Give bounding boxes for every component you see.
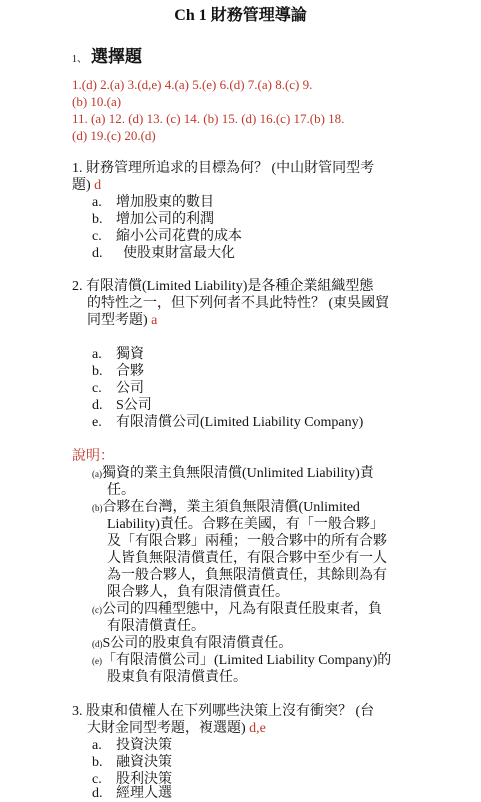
option-label: d. [92, 398, 103, 413]
section-heading [72, 42, 142, 67]
option-text: 增加股東的數目 [116, 195, 214, 210]
option-label: b. [92, 364, 103, 379]
q2-option-e [92, 414, 363, 431]
question-3-line: 3. 股東和債權人在下列哪些決策上沒有衝突？ (台 [72, 704, 375, 719]
explanation-text: 合夥在台灣，業主須負無限清償(Unlimited [102, 500, 360, 515]
explanation-marker: (e) [92, 656, 102, 666]
option-text: 增加公司的利潤 [116, 212, 214, 227]
explanation-text: 獨資的業主負無限清償(Unlimited Liability)責 [102, 466, 374, 481]
explanation-marker: (a) [92, 469, 102, 479]
explanation-marker: (b) [92, 503, 103, 513]
q3-option-d [92, 785, 172, 802]
option-text: 公司 [116, 381, 144, 396]
question-2-answer: a [151, 313, 158, 328]
explanation-text: 「有限清償公司」(Limited Liability Company)的 [102, 653, 392, 668]
explanation-e-cont: 股東負有限清償責任。 [107, 670, 247, 685]
question-2-text: 同型考題) [87, 313, 148, 328]
section-title: 選擇題 [91, 47, 142, 66]
question-3-text: 大財金同型考題，複選題) [87, 721, 246, 736]
explanation-c [92, 601, 382, 619]
option-text: 投資決策 [116, 738, 172, 753]
option-label: e. [92, 415, 102, 430]
q2-option-a [92, 346, 144, 363]
q1-option-c [92, 228, 242, 245]
option-label: c. [92, 381, 102, 396]
q3-option-b [92, 754, 172, 771]
explanation-c-cont: 有限清償責任。 [107, 619, 205, 634]
option-text: 有限清償公司(Limited Liability Company) [116, 415, 364, 430]
explanation-b [92, 499, 360, 517]
option-label: d. [92, 246, 103, 261]
option-label: c. [92, 229, 102, 244]
answer-key-line: 1.(d) 2.(a) 3.(d,e) 4.(a) 5.(e) 6.(d) 7.(a) 8.(c) 9. [72, 77, 313, 92]
question-2-line: 2. 有限清償(Limited Liability)是各種企業組織型態 [72, 279, 374, 294]
explanation-d [92, 635, 292, 653]
explanation-marker: (d) [92, 639, 103, 649]
answer-key-line: (d) 19.(c) 20.(d) [72, 128, 156, 143]
question-2-line-3 [87, 312, 157, 329]
explanation-text: S公司的股東負有限清償責任。 [102, 636, 293, 651]
explanation-b-cont: 及「有限合夥」兩種；一般合夥中的所有合夥 [107, 534, 387, 549]
question-3-answer: d,e [249, 721, 266, 736]
option-text: 合夥 [116, 364, 144, 379]
question-1-line: 1. 財務管理所追求的目標為何？ (中山財管同型考 [72, 161, 375, 176]
explanation-text: 公司的四種型態中，凡為有限責任股東者，負 [102, 602, 382, 617]
question-2-line: 的特性之一，但下列何者不具此特性？ (東吳國貿 [87, 296, 390, 311]
q2-option-b [92, 363, 144, 380]
explanation-e [92, 652, 391, 670]
option-label: c. [92, 772, 102, 787]
option-text: 股利決策 [116, 772, 172, 787]
q1-option-a [92, 194, 214, 211]
option-text: 經理人選 [116, 786, 172, 801]
q1-option-b [92, 211, 214, 228]
question-1-line-2 [72, 177, 101, 194]
question-1-answer: d [94, 178, 102, 193]
explanation-a [92, 465, 374, 483]
q3-option-a [92, 737, 172, 754]
explanation-marker: (c) [92, 605, 102, 615]
option-text: 獨資 [116, 347, 144, 362]
option-label: a. [92, 738, 102, 753]
option-text: 縮小公司花費的成本 [116, 229, 242, 244]
option-text: 融資決策 [116, 755, 172, 770]
explanation-b-cont: 人皆負無限清償責任，有限合夥中至少有一人 [107, 551, 387, 566]
explanation-b-cont: 為一般合夥人，負無限清償責任，其餘則為有 [107, 568, 387, 583]
section-number: 1、 [72, 54, 87, 65]
option-text: 使股東財富最大化 [116, 246, 235, 261]
question-1-text: 題) [72, 178, 91, 193]
option-label: a. [92, 347, 102, 362]
page-title: Ch 1 財務管理導論 [174, 7, 307, 24]
q1-option-d [92, 245, 235, 262]
answer-key-line: 11. (a) 12. (d) 13. (c) 14. (b) 15. (d) 16.(c) 17.(b) 18. [72, 111, 345, 126]
option-label: b. [92, 755, 103, 770]
option-label: b. [92, 212, 103, 227]
q2-option-d [92, 397, 152, 414]
option-label: a. [92, 195, 102, 210]
question-3-line-2 [87, 720, 266, 737]
option-label: d. [92, 786, 103, 801]
explanation-b-cont: Liability)責任。合夥在美國，有「一般合夥」 [107, 517, 384, 532]
option-text: S公司 [116, 398, 152, 413]
q2-option-c [92, 380, 144, 397]
explanation-a-cont: 任。 [107, 483, 135, 498]
explanation-b-cont: 限合夥人，負有限清償責任。 [107, 585, 289, 600]
explanation-heading: 說明： [72, 449, 114, 464]
answer-key-line: (b) 10.(a) [72, 94, 122, 109]
